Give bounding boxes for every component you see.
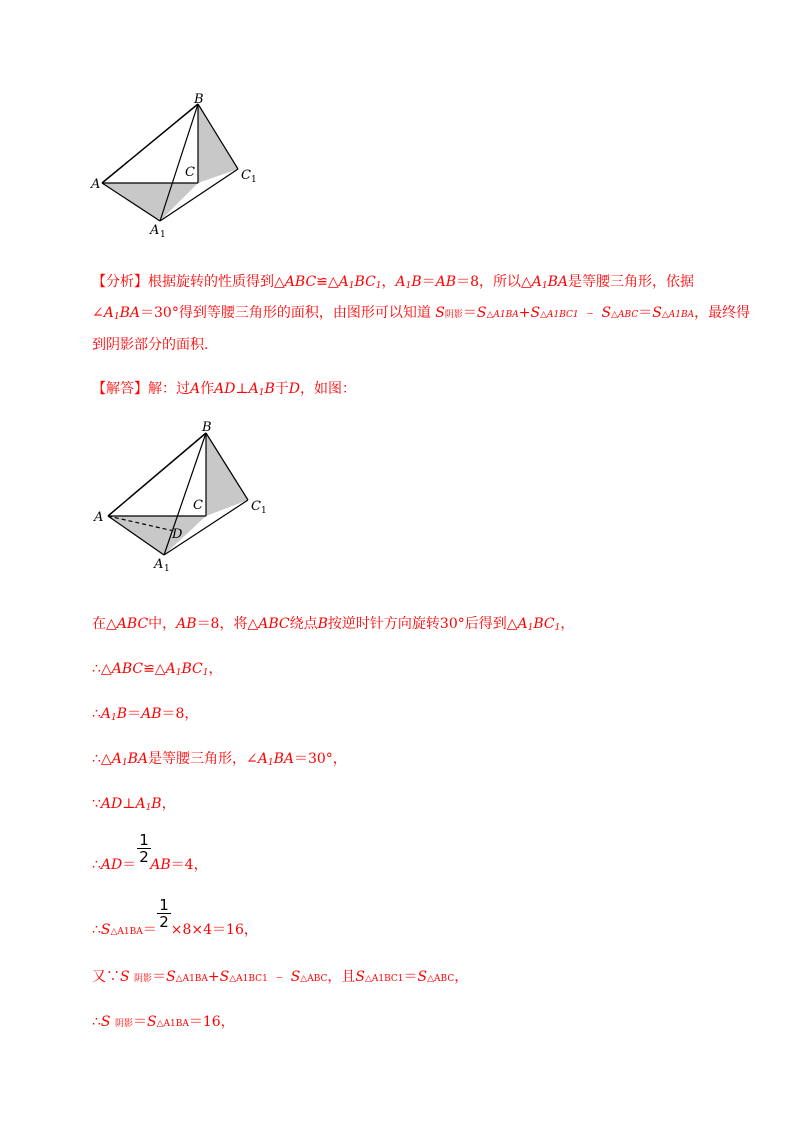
step-text: 绕点 [289, 616, 318, 632]
step-4: $\therefore\triangle A_1BA$是等腰三角形，$\angle A_1BA=30^\circ$， [92, 751, 347, 768]
math-ab: AB [150, 857, 171, 873]
label-C: C [185, 165, 195, 180]
fraction-denominator: 2 [137, 848, 151, 865]
step-text: ＝4， [170, 857, 208, 873]
subscript-shadow: 阴影 [114, 1019, 133, 1029]
analysis-text: 根据旋转的性质得到△ [148, 274, 285, 290]
minus-sign: ﹣ [272, 969, 287, 985]
analysis-text: ＝8，所以△ [456, 274, 532, 290]
therefore-symbol: ∴ [92, 751, 101, 767]
step-text: ＝ [127, 706, 142, 722]
step-text: ＝30°， [293, 751, 347, 767]
math-a1b: $A_1B$ [135, 796, 162, 813]
analysis-line-1 [92, 273, 694, 291]
step-2: $\therefore\triangle ABC≌\triangle A_1BC_1$， [92, 661, 223, 678]
subscript-triangle: △A1BA [156, 1019, 189, 1029]
label-D: D [172, 527, 183, 542]
math-ad: AD [100, 796, 123, 812]
label-A: A [91, 177, 101, 192]
step-5: $\because AD\perp A_1B$， [92, 796, 176, 813]
solution-text: 于 [274, 381, 289, 397]
figure-1-diagram [88, 90, 288, 240]
fraction-numerator: 1 [139, 831, 149, 849]
label-C1-sub: 1 [251, 175, 257, 185]
analysis-line-2: $\angle A_1BA=30^\circ$得到等腰三角形的面积，由图形可以知道 S阴影＝S△A1BA+S△A1BC1 ﹣ S△ABC＝S△A1BA，最终得 [92, 305, 751, 322]
math-b: B [317, 616, 328, 632]
label-B: B [202, 420, 212, 435]
math-ab: AB [176, 616, 197, 632]
step-text: ＝8， [161, 706, 199, 722]
step-text: ，且 [327, 969, 356, 985]
step-text: 在△ [92, 616, 117, 632]
math-ad: AD [100, 857, 123, 873]
analysis-tag: 【分析】 [92, 274, 148, 290]
analysis-text: ，最终得 [694, 305, 751, 321]
step-text: ≌△ [143, 661, 166, 677]
label-A1: A [150, 223, 160, 238]
math-abc: ABC [116, 616, 149, 632]
step-text: ＝ [142, 922, 157, 938]
because-symbol: ∵ [92, 796, 101, 812]
step-text: ， [560, 616, 575, 632]
step-3 [92, 705, 198, 723]
subscript-triangle: △A1BA [175, 974, 208, 984]
step-9: ∴S 阴影＝S△A1BA＝16， [92, 1014, 235, 1030]
step-text: 中， [148, 616, 177, 632]
analysis-text: ＝ [421, 274, 436, 290]
figure-2-diagram [88, 418, 288, 578]
therefore-symbol: ∴ [92, 706, 101, 722]
math-s-abc: S△ABC [601, 305, 639, 321]
step-text: ⊥ [122, 796, 136, 812]
solution-text: 解：过 [148, 381, 190, 397]
math-a1ba: $A_1BA$ [257, 751, 294, 768]
step-text: 按逆时针方向旋转30°后得到△ [327, 616, 518, 632]
math-abc: ABC [284, 274, 317, 290]
math-s: S [435, 305, 445, 321]
label-A1: A [154, 557, 164, 572]
math-s-a1ba: S△A1BA [652, 305, 695, 321]
label-C1: C [251, 499, 261, 514]
math-abc: ABC [258, 616, 290, 632]
shaded-triangle-left [102, 183, 198, 221]
analysis-text: ＝ [462, 305, 477, 321]
math-a1bc1: $A_1BC_1$ [165, 661, 209, 678]
math-ad: AD [214, 381, 236, 397]
label-A1-sub: 1 [160, 230, 166, 240]
solution-line [92, 380, 356, 398]
step-text: ＝ [122, 857, 137, 873]
fraction-denominator: 2 [157, 913, 171, 930]
math-a1b: $A_1B$ [395, 274, 422, 291]
analysis-text: 是等腰三角形，依据 [568, 274, 695, 290]
therefore-symbol: ∴ [92, 857, 101, 873]
label-C: C [193, 498, 203, 513]
step-8: 又∵S 阴影＝S△A1BA+S△A1BC1 ﹣ S△ABC，且S△A1BC1＝S△ABC， [92, 969, 469, 985]
math-a1bc1: $A_1BC_1$ [338, 274, 382, 291]
therefore-symbol: ∴ [92, 661, 101, 677]
label-B: B [194, 92, 204, 107]
math-a1ba: $A_1BA$ [531, 274, 569, 291]
math-ab: AB [435, 274, 457, 290]
subscript-triangle: △A1BC1 [364, 974, 404, 984]
subscript-triangle: △ABC [427, 974, 455, 984]
math-a1ba: $A_1BA$ [111, 751, 148, 768]
step-6 [92, 856, 208, 874]
therefore-symbol: ∴ [92, 1014, 101, 1030]
subscript-triangle: △A1BC1 [229, 974, 268, 984]
solution-text: ，如图： [300, 381, 357, 397]
label-A: A [94, 510, 104, 525]
plus-sign: + [207, 969, 220, 985]
step-text: ＝16， [188, 1014, 235, 1030]
step-text: ＝8，将△ [196, 616, 259, 632]
solution-tag: 【解答】 [92, 381, 148, 397]
label-A1-sub: 1 [164, 564, 170, 574]
step-7 [92, 921, 258, 941]
step-text: ， [454, 969, 469, 985]
analysis-text: ∠ [92, 305, 104, 321]
step-text: ×8×4＝16， [170, 922, 258, 938]
subscript-shadow: 阴影 [444, 310, 463, 320]
math-a: A [190, 381, 201, 397]
shaded-triangle-left [108, 516, 206, 555]
math-a1b: $A_1B$ [248, 381, 275, 398]
math-a1bc1: $A_1BC_1$ [517, 616, 561, 633]
subscript-triangle: △ABC [300, 974, 328, 984]
math-s-a1ba: S△A1BA [476, 305, 519, 321]
math-a1ba: $A_1BA$ [103, 305, 140, 322]
subscript-shadow: 阴影 [134, 974, 153, 984]
solution-text: 作 [200, 381, 215, 397]
math-ab: AB [141, 706, 162, 722]
math-s-a1bc1: S△A1BC1 [530, 305, 579, 321]
math-abc: ABC [111, 661, 144, 677]
math-a1b: $A_1B$ [100, 706, 128, 723]
math-s: S [100, 922, 111, 938]
shaded-triangle-right [198, 104, 238, 183]
therefore-symbol: ∴ [92, 922, 101, 938]
subscript-triangle: △A1BA [110, 927, 143, 937]
fraction-numerator: 1 [159, 896, 169, 914]
analysis-line-3: 到阴影部分的面积. [92, 337, 209, 353]
analysis-text: ， [381, 274, 396, 290]
step-1 [92, 615, 574, 633]
step-text: 又∵ [92, 969, 120, 985]
math-d: D [288, 381, 301, 397]
label-C1: C [241, 168, 251, 183]
analysis-text: ≌△ [316, 274, 339, 290]
step-text: 是等腰三角形，∠ [147, 751, 258, 767]
label-C1-sub: 1 [261, 506, 267, 516]
analysis-text: ＝30°得到等腰三角形的面积，由图形可以知道 [140, 305, 431, 321]
solution-text: ⊥ [235, 381, 249, 397]
